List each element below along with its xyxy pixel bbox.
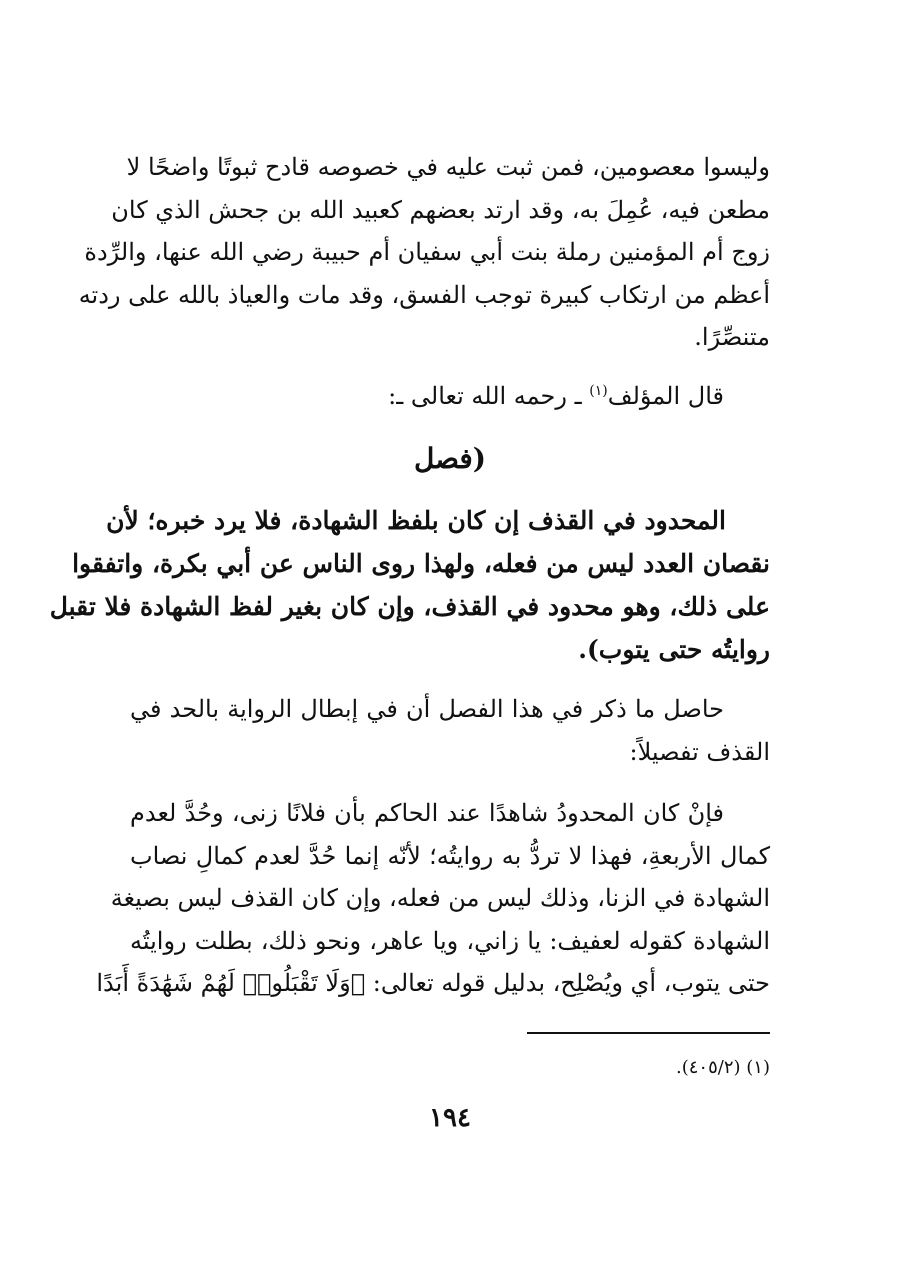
author-label: قال المؤلف <box>607 382 724 410</box>
text-line: زوج أم المؤمنين رملة بنت أبي سفيان أم حبيبة رضي الله عنها، والرِّدة <box>84 238 770 266</box>
page-number: ١٩٤ <box>429 1103 471 1133</box>
footnote-separator <box>527 1032 770 1034</box>
text-line: أعظم من ارتكاب كبيرة توجب الفسق، وقد مات والعياذ بالله على ردته <box>78 280 770 309</box>
commentary-paragraph <box>130 688 770 773</box>
text-line: نقصان العدد ليس من فعله، ولهذا روى الناس عن أبي بكرة، واتفقوا <box>72 549 770 578</box>
section-heading: (فصل <box>413 442 487 475</box>
text-line: روايتُه حتى يتوب). <box>578 635 770 664</box>
author-attribution <box>130 370 724 417</box>
commentary-paragraph <box>96 792 770 1005</box>
author-prayer: ـ رحمه الله تعالى ـ: <box>388 382 590 410</box>
text-line: مطعن فيه، عُمِلَ به، وقد ارتد بعضهم كعبيد الله بن جحش الذي كان <box>111 195 770 224</box>
paragraph-continuation <box>78 146 770 359</box>
text-line: على ذلك، وهو محدود في القذف، وإن كان بغير لفظ الشهادة فلا تقبل <box>49 592 770 621</box>
text-line: حاصل ما ذكر في هذا الفصل أن في إبطال الرواية بالحد في <box>130 695 724 723</box>
text-line: الشهادة كقوله لعفيف: يا زاني، ويا عاهر، ونحو ذلك، بطلت روايتُه <box>130 926 770 955</box>
text-line: حتى يتوب، أي ويُصْلِح، بدليل قوله تعالى: ﴿وَلَا تَقْبَلُوا۟ لَهُمْ شَهَٰدَةً أَبَدًا <box>96 969 770 997</box>
text-line: الشهادة في الزنا، وذلك ليس من فعله، وإن كان القذف ليس بصيغة <box>110 884 770 912</box>
footnote: (١) (٤٠٥/٢). <box>676 1057 770 1078</box>
footnote-marker: (١) <box>589 383 608 399</box>
text-line: وليسوا معصومين، فمن ثبت عليه في خصوصه قادح ثبوتًا واضحًا لا <box>126 153 770 181</box>
matn-paragraph <box>49 499 770 671</box>
text-line: فإنْ كان المحدودُ شاهدًا عند الحاكم بأن فلانًا زنى، وحُدَّ لعدم <box>130 799 724 827</box>
text-line: القذف تفصيلاً: <box>629 737 770 766</box>
text-line: متنصِّرًا. <box>694 323 770 351</box>
text-line: المحدود في القذف إن كان بلفظ الشهادة، فلا يرد خبره؛ لأن <box>106 506 726 535</box>
text-line: كمال الأربعةِ، فهذا لا تردُّ به روايتُه؛ لأنّه إنما حُدَّ لعدم كمالِ نصاب <box>130 841 770 870</box>
